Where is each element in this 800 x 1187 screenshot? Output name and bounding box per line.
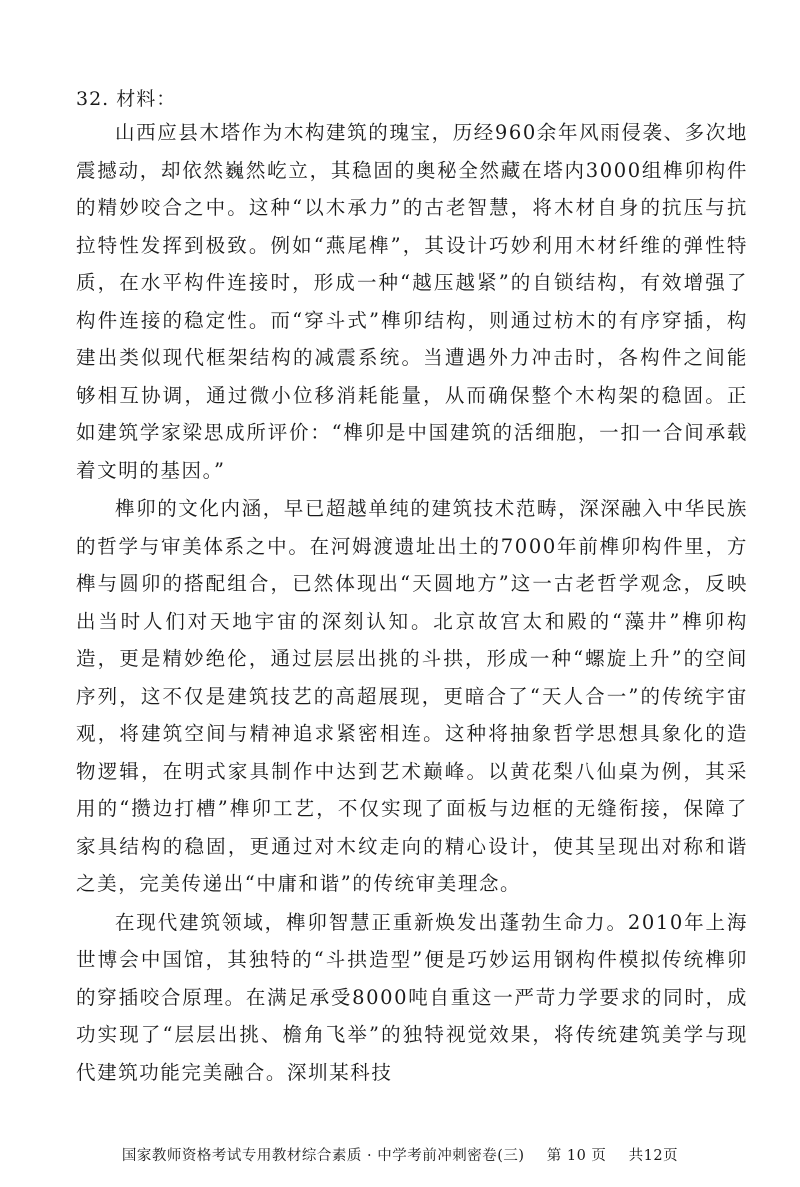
material-text	[76, 114, 748, 1091]
paragraph-2: 榫卯的文化内涵，早已超越单纯的建筑技术范畴，深深融入中华民族的哲学与审美体系之中。在河姆渡遗址出土的7000年前榫卯构件里，方榫与圆卯的搭配组合，已然体现出“天圆地方”这一古老哲学观念，反映出当时人们对天地宇宙的深刻认知。北京故宫太和殿的“藻井”榫卯构造，更是精妙绝伦，通过层层出挑的斗拱，形成一种“螺旋上升”的空间序列，这不仅是建筑技艺的高超展现，更暗合了“天人合一”的传统宇宙观，将建筑空间与精神追求紧密相连。这种将抽象哲学思想具象化的造物逻辑，在明式家具制作中达到艺术巅峰。以黄花梨八仙桌为例，其采用的“攒边打槽”榫卯工艺，不仅实现了面板与边框的无缝衔接，保障了家具结构的稳固，更通过对木纹走向的精心设计，使其呈现出对称和谐之美，完美传递出“中庸和谐”的传统审美理念。	[76, 497, 749, 895]
paragraph-1: 山西应县木塔作为木构建筑的瑰宝，历经960余年风雨侵袭、多次地震撼动，却依然巍然屹立，其稳固的奥秘全然藏在塔内3000组榫卯构件的精妙咬合之中。这种“以木承力”的古老智慧，将木材自身的抗压与抗拉特性发挥到极致。例如“燕尾榫”，其设计巧妙利用木材纤维的弹性特质，在水平构件连接时，形成一种“越压越紧”的自锁结构，有效增强了构件连接的稳定性。而“穿斗式”榫卯结构，则通过枋木的有序穿插，构建出类似现代框架结构的减震系统。当遭遇外力冲击时，各构件之间能够相互协调，通过微小位移消耗能量，从而确保整个木构架的稳固。正如建筑学家梁思成所评价：“榫卯是中国建筑的活细胞，一扣一合间承载着文明的基因。”	[76, 121, 748, 482]
footer-book-title: 国家教师资格考试专用教材综合素质 · 中学考前冲刺密卷(三)	[121, 1148, 525, 1164]
question-label: 材料：	[116, 88, 177, 110]
footer-page-number: 第 10 页	[546, 1148, 607, 1164]
question-number: 32.	[76, 88, 110, 110]
page-footer	[0, 1144, 800, 1165]
footer-total-pages: 共12页	[628, 1148, 679, 1164]
paragraph-3: 在现代建筑领域，榫卯智慧正重新焕发出蓬勃生命力。2010年上海世博会中国馆，其独特的“斗拱造型”便是巧妙运用钢构件模拟传统榫卯的穿插咬合原理。在满足承受8000吨自重这一严苛力学要求的同时，成功实现了“层层出挑、檐角飞举”的独特视觉效果，将传统建筑美学与现代建筑功能完美融合。深圳某科技	[76, 910, 748, 1084]
question-heading	[76, 86, 176, 112]
